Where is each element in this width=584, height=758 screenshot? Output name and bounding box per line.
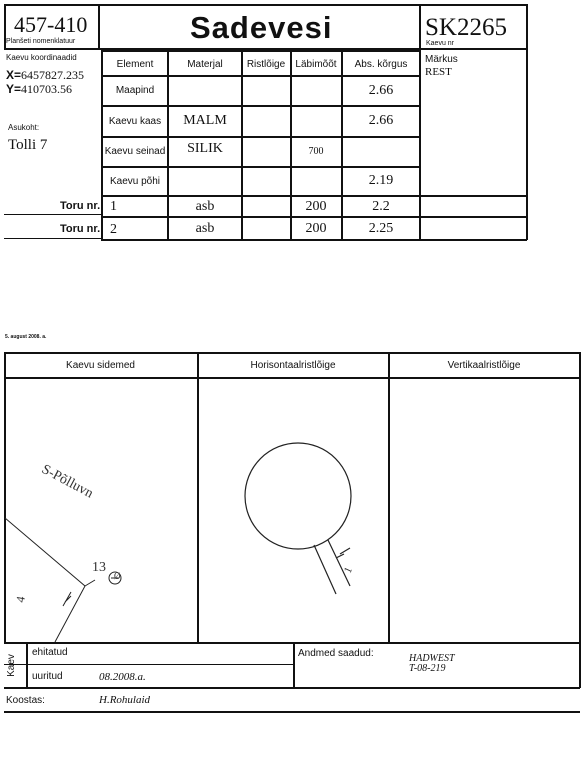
location-label: Asukoht: — [8, 123, 40, 132]
row-diameter — [291, 106, 341, 136]
sketch-number-label: 13 — [92, 560, 106, 575]
row-height: 2.66 — [368, 113, 394, 128]
sketch-size-label: Ø — [114, 571, 121, 581]
author-row — [4, 689, 580, 713]
sketch-side-label: 4 — [13, 595, 28, 604]
pipe-height: 2.2 — [372, 199, 390, 214]
col-horizontal-section: Horisontaalristlõige — [250, 359, 336, 371]
surveyed-value: 08.2008.a. — [99, 671, 146, 683]
remarks-label: Märkus — [425, 54, 458, 65]
x-coordinate — [6, 68, 84, 83]
row-material: SILIK — [187, 140, 223, 156]
row-element: Kaevu seinad — [104, 146, 166, 157]
sheet-number: 457-410 — [14, 12, 88, 37]
row-height: 2.19 — [368, 173, 394, 188]
diagram-frame — [4, 352, 580, 642]
pipe-mark: 1 — [341, 565, 356, 576]
row-diameter — [291, 76, 341, 105]
col-cross: Ristlõige — [246, 58, 286, 70]
col-height: Abs. kõrgus — [354, 58, 408, 70]
row-diameter: 700 — [308, 146, 324, 157]
pipe-material: asb — [195, 220, 215, 236]
well-pointer — [85, 580, 95, 586]
x-label: X= — [6, 68, 22, 82]
sheet-caption: Planšeti nomenklatuur — [6, 38, 76, 45]
pipe-number: 2 — [110, 222, 117, 237]
horizontal-section-drawing — [198, 378, 388, 642]
pipe-diameter: 200 — [305, 220, 327, 236]
kaev-label: Kaev — [5, 654, 17, 677]
data-source-name: HADWEST — [409, 653, 455, 664]
pipe-label: Toru nr. — [60, 223, 101, 235]
row-diameter — [291, 167, 341, 195]
well-caption: Kaevu nr — [426, 40, 455, 47]
document-title: Sadevesi — [190, 10, 333, 45]
row-material — [169, 76, 241, 105]
author-label: Koostas: — [6, 695, 45, 706]
sketch-street-label: S-Põlluvn — [38, 462, 96, 502]
pipe-line-a — [314, 545, 336, 594]
pipe-height: 2.25 — [368, 220, 394, 236]
col-material: Materjal — [187, 58, 223, 70]
coord-label: Kaevu koordinaadid — [6, 53, 77, 62]
pipe-material: asb — [195, 199, 215, 214]
row-element: Kaevu põhi — [109, 175, 161, 187]
pipe-line-b — [328, 540, 350, 586]
date-line: 5. august 2008. a. — [5, 334, 47, 340]
pipe-number: 1 — [110, 199, 117, 214]
pipe-label: Toru nr. — [60, 200, 101, 212]
row-element: Maapind — [115, 85, 155, 96]
footer-block — [4, 642, 580, 688]
row-height: 2.66 — [368, 82, 394, 98]
remarks-value: REST — [425, 66, 452, 78]
surveyed-label: uuritud — [32, 671, 63, 682]
x-value: 6457827.235 — [21, 68, 85, 82]
road-line — [5, 518, 85, 642]
author-value: H.Rohulaid — [99, 694, 151, 706]
well-circle — [245, 443, 351, 549]
y-value: 410703.56 — [21, 82, 73, 96]
row-material: MALM — [183, 113, 227, 128]
data-source-code: T-08-219 — [409, 663, 446, 674]
top-form — [4, 4, 528, 240]
built-label: ehitatud — [32, 647, 68, 658]
y-label: Y= — [6, 82, 22, 96]
location-value: Tolli 7 — [8, 137, 48, 153]
y-coordinate — [6, 82, 72, 97]
row-material — [169, 167, 241, 195]
col-element: Element — [116, 58, 154, 70]
row-height — [342, 137, 420, 166]
data-source-label: Andmed saadud: — [298, 648, 374, 659]
well-links-sketch — [5, 378, 197, 642]
pipe-dim-tick-a — [340, 548, 350, 554]
row-element: Kaevu kaas — [108, 115, 162, 127]
col-vertical-section: Vertikaalristlõige — [447, 359, 521, 371]
pipe-diameter: 200 — [305, 199, 327, 214]
well-number: SK2265 — [425, 14, 507, 41]
pipe-dim-tick-b — [336, 554, 344, 558]
col-well-links: Kaevu sidemed — [66, 359, 135, 371]
col-diameter: Läbimõõt — [295, 58, 337, 70]
